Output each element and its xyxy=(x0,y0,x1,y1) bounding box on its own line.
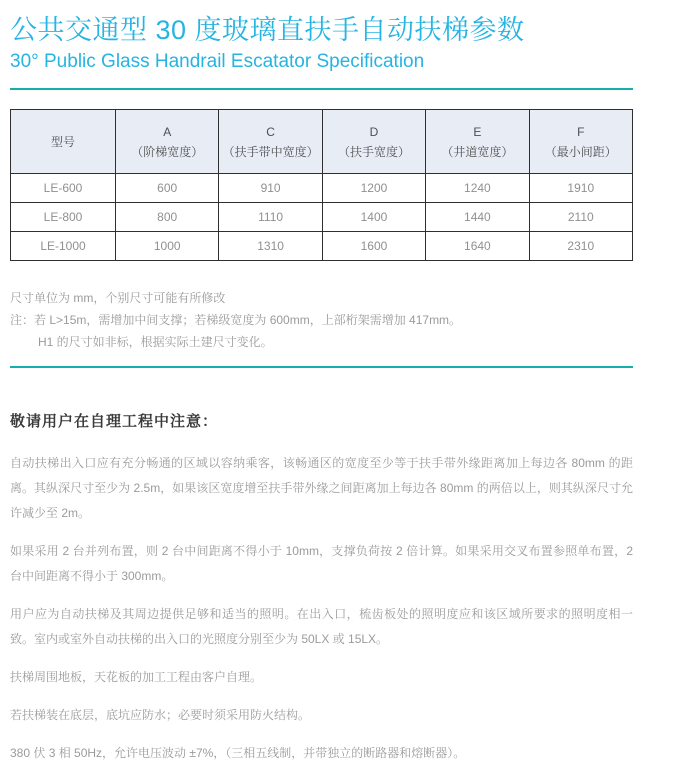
header-letter: A xyxy=(163,124,172,139)
cell-value: 1240 xyxy=(426,174,529,203)
note-line-2: H1 的尺寸如非标，根据实际土建尺寸变化。 xyxy=(38,335,273,349)
spec-table-header xyxy=(11,110,633,174)
header-label: （阶梯宽度） xyxy=(131,144,204,159)
page-title: 公共交通型 30 度玻璃直扶手自动扶梯参数 xyxy=(10,15,525,45)
cell-value: 1000 xyxy=(116,232,219,261)
cell-value: 1110 xyxy=(219,203,322,232)
cell-value: 1600 xyxy=(322,232,425,261)
cell-value: 1200 xyxy=(322,174,425,203)
table-notes xyxy=(10,287,633,353)
header-row xyxy=(11,110,633,174)
header-letter: D xyxy=(369,124,379,139)
header-letter: C xyxy=(266,124,275,139)
divider-middle xyxy=(10,366,633,368)
cell-value: 2310 xyxy=(529,232,632,261)
header-cell-c xyxy=(219,110,322,174)
header-cell-model xyxy=(11,110,116,174)
attention-paragraph: 如果采用 2 台并列布置，则 2 台中间距离不得小于 10mm，支撑负荷按 2 倍计算。如果采用交叉布置参照单布置，2 台中间距离不得小于 300mm。 xyxy=(10,544,633,583)
header-cell-f xyxy=(529,110,632,174)
cell-value: 1400 xyxy=(322,203,425,232)
header-letter: F xyxy=(577,124,585,139)
attention-paragraph: 扶梯周围地板，天花板的加工工程由客户自理。 xyxy=(10,670,263,684)
header-letter: E xyxy=(473,124,482,139)
cell-value: 1640 xyxy=(426,232,529,261)
header-cell-e xyxy=(426,110,529,174)
cell-value: 600 xyxy=(116,174,219,203)
header-cell-a xyxy=(116,110,219,174)
unit-note: 尺寸单位为 mm，个别尺寸可能有所修改 xyxy=(10,291,226,305)
cell-model: LE-800 xyxy=(11,203,116,232)
cell-value: 1440 xyxy=(426,203,529,232)
attention-paragraph: 用户应为自动扶梯及其周边提供足够和适当的照明。在出入口，梳齿板处的照明度应和该区域所要求的照明度相一致。室内或室外自动扶梯的出入口的光照度分别至少为 50LX 或 15LX。 xyxy=(10,607,633,646)
header-cell-d xyxy=(322,110,425,174)
cell-value: 910 xyxy=(219,174,322,203)
attention-paragraph: 380 伏 3 相 50Hz，允许电压波动 ±7%，（三相五线制，并带独立的断路器和熔断器）。 xyxy=(10,746,466,760)
attention-paragraph: 若扶梯装在底层，底坑应防水；必要时须采用防火结构。 xyxy=(10,708,311,722)
cell-value: 1910 xyxy=(529,174,632,203)
header-label: （最小间距） xyxy=(544,144,617,159)
cell-model: LE-1000 xyxy=(11,232,116,261)
page-subtitle: 30° Public Glass Handrail Escatator Specification xyxy=(10,51,425,72)
attention-paragraph: 自动扶梯出入口应有充分畅通的区域以容纳乘客，该畅通区的宽度至少等于扶手带外缘距离加上每边各 80mm 的距离。其纵深尺寸至少为 2.5m，如果该区宽度增至扶手带外缘之间距离加上每边各 80mm 的两倍以上，则其纵深尺寸允许减少至 2m。 xyxy=(10,456,633,520)
spec-table-body xyxy=(11,174,633,261)
attention-heading: 敬请用户在自理工程中注意： xyxy=(10,413,219,430)
header-label: （扶手宽度） xyxy=(337,144,410,159)
divider-top xyxy=(10,88,633,90)
header-label: （井道宽度） xyxy=(441,144,514,159)
header-model-label: 型号 xyxy=(50,134,75,149)
cell-model: LE-600 xyxy=(11,174,116,203)
spec-table xyxy=(10,109,633,261)
attention-body xyxy=(10,451,633,766)
table-row xyxy=(11,232,633,261)
note-line-1: 注：若 L>15m，需增加中间支撑；若梯级宽度为 600mm，上部桁架需增加 417mm。 xyxy=(10,313,462,327)
table-row xyxy=(11,203,633,232)
cell-value: 1310 xyxy=(219,232,322,261)
cell-value: 2110 xyxy=(529,203,632,232)
cell-value: 800 xyxy=(116,203,219,232)
table-row xyxy=(11,174,633,203)
header-label: （扶手带中宽度） xyxy=(222,144,319,159)
